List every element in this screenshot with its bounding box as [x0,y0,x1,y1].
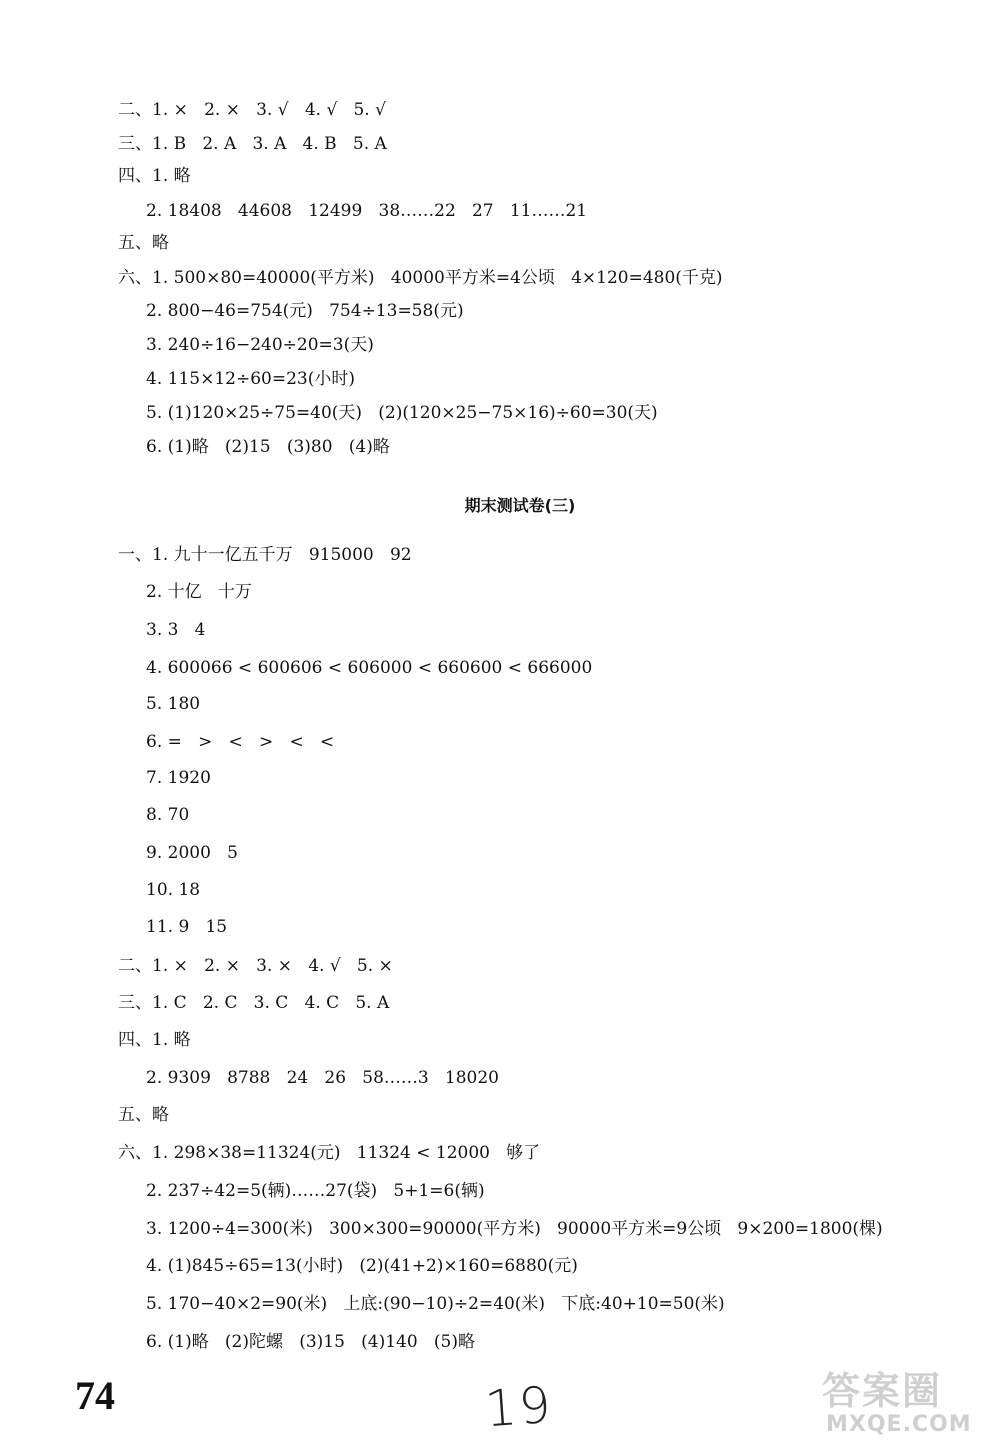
answer-line: 三、1. B 2. A 3. A 4. B 5. A [118,134,387,154]
watermark-logo [822,1360,987,1442]
answer-line: 三、1. C 2. C 3. C 4. C 5. A [118,993,390,1013]
answer-line: 2. 9309 8788 24 26 58……3 18020 [146,1068,499,1088]
answer-line: 四、1. 略 [118,166,191,186]
answer-line: 5. 180 [146,694,201,714]
answer-line: 2. 18408 44608 12499 38……22 27 11……21 [146,201,588,221]
answer-line: 10. 18 [146,880,201,900]
answer-line: 4. 115×12÷60=23(小时) [146,369,355,389]
answer-line: 四、1. 略 [118,1030,191,1050]
watermark-url: MXQE.COM [826,1412,972,1437]
watermark-text: 答案圈 [822,1369,943,1413]
answer-line: 2. 237÷42=5(辆)……27(袋) 5+1=6(辆) [146,1181,485,1201]
answer-line: 2. 800−46=754(元) 754÷13=58(元) [146,301,464,321]
answer-line: 9. 2000 5 [146,843,238,863]
answer-line: 五、略 [118,233,169,253]
answer-line: 3. 240÷16−240÷20=3(天) [146,335,374,355]
answer-line: 7. 1920 [146,768,211,788]
answer-line: 六、1. 298×38=11324(元) 11324 < 12000 够了 [118,1143,541,1163]
answer-line: 6. = > < > < < [146,732,335,752]
answer-line: 六、1. 500×80=40000(平方米) 40000平方米=4公顷 4×120=480(千克) [118,268,723,288]
answer-line: 6. (1)略 (2)15 (3)80 (4)略 [146,437,390,457]
handwritten-number: 19 [483,1375,555,1439]
answer-line: 2. 十亿 十万 [146,582,252,602]
answer-line: 5. (1)120×25÷75=40(天) (2)(120×25−75×16)÷60=30(天) [146,403,658,423]
page-number: 74 [75,1373,115,1418]
answer-line: 8. 70 [146,805,190,825]
answer-line: 3. 3 4 [146,620,206,640]
answer-line: 二、1. × 2. × 3. × 4. √ 5. × [118,956,393,976]
answer-line: 3. 1200÷4=300(米) 300×300=90000(平方米) 90000平方米=9公顷 9×200=1800(棵) [146,1219,883,1239]
answer-line: 4. 600066 < 600606 < 606000 < 660600 < 666000 [146,658,593,678]
answer-line: 5. 170−40×2=90(米) 上底:(90−10)÷2=40(米) 下底:40+10=50(米) [146,1294,725,1314]
answer-line: 4. (1)845÷65=13(小时) (2)(41+2)×160=6880(元) [146,1256,578,1276]
section-title: 期末测试卷(三) [464,496,576,515]
answer-line: 一、1. 九十一亿五千万 915000 92 [118,545,412,565]
answer-line: 11. 9 15 [146,917,228,937]
answer-line: 二、1. × 2. × 3. √ 4. √ 5. √ [118,100,386,120]
answer-line: 6. (1)略 (2)陀螺 (3)15 (4)140 (5)略 [146,1332,475,1352]
answer-line: 五、略 [118,1105,169,1125]
